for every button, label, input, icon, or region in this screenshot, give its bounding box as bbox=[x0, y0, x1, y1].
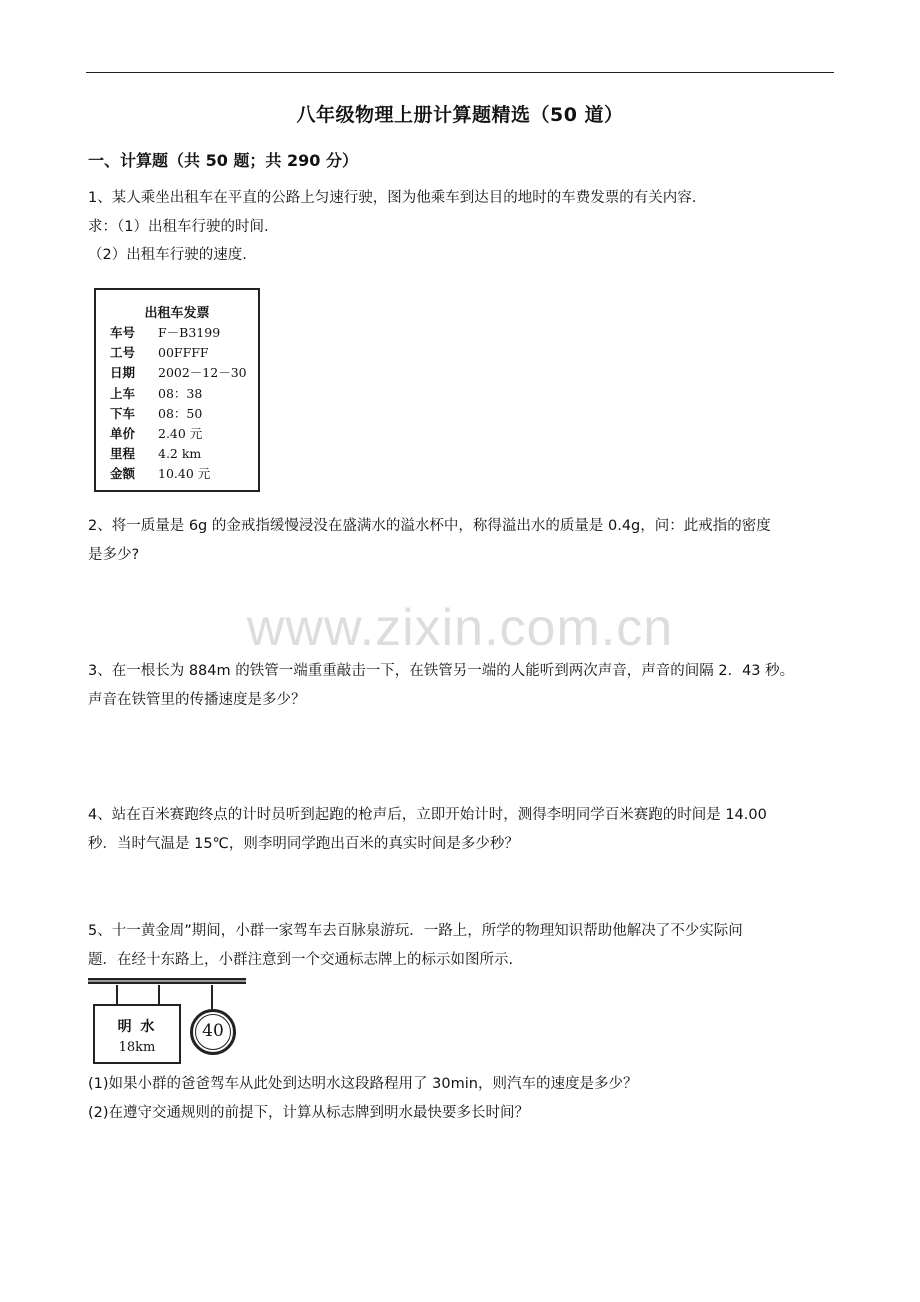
section-heading: 一、计算题（共 50 题；共 290 分） bbox=[88, 151, 358, 170]
receipt-label: 下车 bbox=[110, 405, 136, 421]
receipt-value: F－B3199 bbox=[158, 325, 221, 340]
receipt-title: 出租车发票 bbox=[144, 306, 210, 321]
question-5-line-4: (2)在遵守交通规则的前提下，计算从标志牌到明水最快要多长时间？ bbox=[88, 1105, 530, 1121]
destination-name: 明 水 bbox=[117, 1019, 157, 1035]
receipt-row bbox=[96, 444, 258, 464]
question-2-line-2: 是多少? bbox=[88, 547, 140, 563]
receipt-value: 08：38 bbox=[158, 385, 203, 401]
receipt-value: 08：50 bbox=[158, 405, 203, 421]
question-1-line-3: （2）出租车行驶的速度. bbox=[88, 247, 247, 263]
destination-distance: 18km bbox=[118, 1040, 156, 1055]
receipt-row bbox=[96, 343, 258, 363]
question-1-line-1: 1、某人乘坐出租车在平直的公路上匀速行驶，图为他乘车到达目的地时的车费发票的有关内容. bbox=[88, 190, 697, 206]
sign-post-left bbox=[116, 985, 118, 1004]
question-1-line-2: 求：（1）出租车行驶的时间. bbox=[88, 219, 269, 235]
question-5-line-2: 题．在经十东路上，小群注意到一个交通标志牌上的标示如图所示. bbox=[88, 952, 514, 968]
receipt-label: 车号 bbox=[110, 325, 136, 340]
receipt-value: 10.40 元 bbox=[158, 466, 211, 482]
receipt-label: 工号 bbox=[110, 345, 136, 361]
receipt-label: 里程 bbox=[110, 446, 136, 462]
receipt-label: 金额 bbox=[110, 466, 136, 482]
question-5-line-3: (1)如果小群的爸爸驾车从此处到达明水这段路程用了 30min，则汽车的速度是多少？ bbox=[88, 1076, 638, 1092]
traffic-sign-figure bbox=[88, 978, 248, 1068]
speed-limit-sign bbox=[190, 1009, 236, 1055]
question-4-line-2: 秒．当时气温是 15℃，则李明同学跑出百米的真实时间是多少秒？ bbox=[88, 836, 519, 852]
receipt-value: 2002－12－30 bbox=[158, 365, 247, 381]
receipt-row bbox=[96, 384, 258, 404]
receipt-row bbox=[96, 323, 258, 343]
sign-post-right bbox=[158, 985, 160, 1004]
receipt-row bbox=[96, 464, 258, 484]
question-4-line-1: 4、站在百米赛跑终点的计时员听到起跑的枪声后，立即开始计时，测得李明同学百米赛跑的时间是 14.00 bbox=[88, 807, 767, 823]
receipt-label: 上车 bbox=[110, 385, 136, 401]
receipt-value: 4.2 km bbox=[158, 446, 202, 462]
question-3-line-1: 3、在一根长为 884m 的铁管一端重重敲击一下，在铁管另一端的人能听到两次声音，声音的间隔 2．43 秒。 bbox=[88, 663, 795, 679]
receipt-label: 单价 bbox=[110, 425, 136, 441]
receipt-row bbox=[96, 404, 258, 424]
receipt-value: 00FFFF bbox=[158, 345, 209, 361]
receipt-value: 2.40 元 bbox=[158, 425, 203, 441]
question-5-line-1: 5、十一黄金周”期间，小群一家驾车去百脉泉游玩．一路上，所学的物理知识帮助他解决了不少实际问 bbox=[88, 923, 743, 939]
speed-limit-value: 40 bbox=[195, 1014, 231, 1050]
header-rule bbox=[86, 72, 834, 73]
receipt-row bbox=[96, 424, 258, 444]
question-3-line-2: 声音在铁管里的传播速度是多少？ bbox=[88, 692, 306, 708]
question-2-line-1: 2、将一质量是 6g 的金戒指缓慢浸没在盛满水的溢水杯中，称得溢出水的质量是 0.4g，问：此戒指的密度 bbox=[88, 518, 771, 534]
sign-post-limit bbox=[211, 985, 213, 1009]
sign-gantry-bar bbox=[88, 978, 246, 984]
document-title: 八年级物理上册计算题精选（50 道） bbox=[296, 104, 624, 126]
watermark: www.zixin.com.cn bbox=[246, 599, 674, 657]
destination-sign bbox=[93, 1004, 181, 1064]
receipt-label: 日期 bbox=[110, 365, 136, 381]
receipt-row bbox=[96, 363, 258, 383]
taxi-receipt-figure bbox=[94, 288, 260, 492]
